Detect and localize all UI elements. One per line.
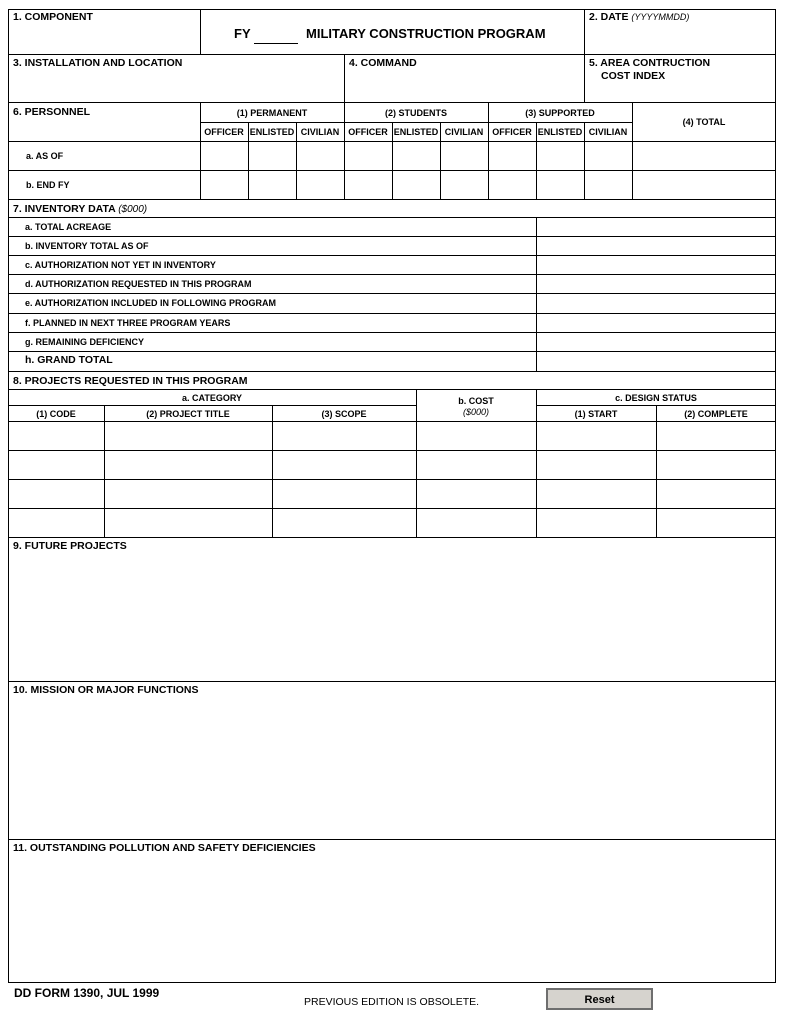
divider	[8, 839, 776, 840]
design-start-field[interactable]	[538, 451, 654, 478]
inventory-row-label: a. TOTAL ACREAGE	[25, 222, 112, 232]
design-complete-field[interactable]	[658, 480, 774, 507]
divider	[8, 371, 776, 372]
category-header: a. CATEGORY	[181, 393, 242, 403]
project-code-field[interactable]	[10, 509, 102, 536]
supported-header: (3) SUPPORTED	[525, 108, 595, 118]
reset-button[interactable]: Reset	[546, 988, 653, 1010]
area-cost-field[interactable]	[680, 70, 774, 100]
total-header: (4) TOTAL	[682, 117, 726, 127]
personnel-count-field[interactable]	[298, 142, 342, 170]
scope-header: (3) SCOPE	[321, 409, 367, 419]
divider	[200, 122, 632, 123]
personnel-count-field[interactable]	[538, 142, 582, 170]
project-code-field[interactable]	[10, 422, 102, 449]
inventory-value-field[interactable]	[538, 256, 774, 273]
area-cost-label-line2: COST INDEX	[601, 70, 666, 82]
personnel-count-field[interactable]	[346, 142, 390, 170]
inventory-value-field[interactable]	[538, 333, 774, 350]
component-field[interactable]	[10, 24, 198, 52]
project-scope-field[interactable]	[274, 451, 414, 478]
col-civilian: CIVILIAN	[588, 127, 628, 137]
personnel-count-field[interactable]	[394, 142, 438, 170]
fy-field[interactable]	[254, 26, 298, 42]
personnel-count-field[interactable]	[442, 142, 486, 170]
fy-underline	[254, 43, 298, 44]
start-header: (1) START	[574, 409, 618, 419]
project-cost-field[interactable]	[418, 480, 534, 507]
inventory-row-label: b. INVENTORY TOTAL AS OF	[25, 241, 149, 251]
date-label: 2. DATE (YYYYMMDD)	[589, 11, 690, 23]
inventory-row-label: c. AUTHORIZATION NOT YET IN INVENTORY	[25, 260, 216, 270]
personnel-total-field[interactable]	[634, 171, 774, 199]
inventory-row-label: h. GRAND TOTAL	[25, 354, 113, 366]
personnel-count-field[interactable]	[442, 171, 486, 199]
future-projects-field[interactable]	[10, 554, 774, 679]
divider	[8, 389, 776, 390]
obsolete-note: PREVIOUS EDITION IS OBSOLETE.	[304, 996, 480, 1008]
inventory-row-label: e. AUTHORIZATION INCLUDED IN FOLLOWING PROGRAM	[25, 298, 276, 308]
col-civilian: CIVILIAN	[300, 127, 340, 137]
project-cost-field[interactable]	[418, 422, 534, 449]
divider	[8, 54, 776, 55]
inventory-label: 7. INVENTORY DATA ($000)	[13, 203, 148, 215]
divider	[8, 199, 776, 200]
complete-header: (2) COMPLETE	[684, 409, 748, 419]
divider	[8, 405, 416, 406]
inventory-value-field[interactable]	[538, 275, 774, 292]
col-officer: OFFICER	[348, 127, 388, 137]
divider	[8, 537, 776, 538]
project-code-field[interactable]	[10, 480, 102, 507]
inventory-value-field[interactable]	[538, 294, 774, 312]
divider	[536, 217, 537, 371]
design-complete-field[interactable]	[658, 451, 774, 478]
pollution-field[interactable]	[10, 856, 774, 980]
program-title: MILITARY CONSTRUCTION PROGRAM	[306, 26, 546, 41]
mission-label: 10. MISSION OR MAJOR FUNCTIONS	[13, 684, 199, 696]
row-as-of-label: a. AS OF	[26, 151, 64, 161]
col-officer: OFFICER	[492, 127, 532, 137]
divider	[8, 681, 776, 682]
mission-field[interactable]	[10, 698, 774, 836]
project-cost-field[interactable]	[418, 509, 534, 536]
personnel-total-field[interactable]	[634, 142, 774, 170]
inventory-row-label: f. PLANNED IN NEXT THREE PROGRAM YEARS	[25, 318, 231, 328]
personnel-count-field[interactable]	[202, 142, 246, 170]
project-title-field[interactable]	[106, 422, 270, 449]
project-title-header: (2) PROJECT TITLE	[146, 409, 230, 419]
form-id: DD FORM 1390, JUL 1999	[14, 986, 160, 1000]
command-label: 4. COMMAND	[349, 57, 417, 69]
divider	[584, 54, 585, 103]
project-title-field[interactable]	[106, 480, 270, 507]
personnel-count-field[interactable]	[298, 171, 342, 199]
divider	[104, 405, 105, 537]
design-complete-field[interactable]	[658, 422, 774, 449]
divider	[584, 9, 585, 55]
code-header: (1) CODE	[36, 409, 76, 419]
divider	[8, 102, 776, 103]
personnel-count-field[interactable]	[586, 171, 630, 199]
design-start-field[interactable]	[538, 480, 654, 507]
fy-label: FY	[234, 26, 251, 41]
date-field[interactable]	[586, 24, 774, 52]
projects-label: 8. PROJECTS REQUESTED IN THIS PROGRAM	[13, 375, 248, 387]
project-title-field[interactable]	[106, 509, 270, 536]
col-civilian: CIVILIAN	[444, 127, 484, 137]
project-code-field[interactable]	[10, 451, 102, 478]
divider	[200, 9, 201, 55]
col-officer: OFFICER	[204, 127, 244, 137]
personnel-count-field[interactable]	[202, 171, 246, 199]
inventory-value-field[interactable]	[538, 352, 774, 370]
students-header: (2) STUDENTS	[384, 108, 447, 118]
permanent-header: (1) PERMANENT	[236, 108, 308, 118]
personnel-count-field[interactable]	[250, 171, 294, 199]
inventory-value-field[interactable]	[538, 237, 774, 254]
divider	[272, 405, 273, 537]
personnel-label: 6. PERSONNEL	[13, 106, 91, 118]
installation-label: 3. INSTALLATION AND LOCATION	[13, 57, 183, 69]
personnel-count-field[interactable]	[490, 142, 534, 170]
project-cost-field[interactable]	[418, 451, 534, 478]
inventory-row-label: d. AUTHORIZATION REQUESTED IN THIS PROGRAM	[25, 279, 252, 289]
design-status-header: c. DESIGN STATUS	[615, 393, 697, 403]
personnel-count-field[interactable]	[538, 171, 582, 199]
divider	[656, 405, 657, 537]
inventory-value-field[interactable]	[538, 314, 774, 331]
project-scope-field[interactable]	[274, 422, 414, 449]
design-start-field[interactable]	[538, 509, 654, 536]
pollution-label: 11. OUTSTANDING POLLUTION AND SAFETY DEFICIENCIES	[13, 842, 316, 854]
project-scope-field[interactable]	[274, 509, 414, 536]
project-title-field[interactable]	[106, 451, 270, 478]
installation-field[interactable]	[10, 70, 342, 100]
divider	[344, 54, 345, 103]
component-label: 1. COMPONENT	[13, 11, 93, 23]
inventory-row-label: g. REMAINING DEFICIENCY	[25, 337, 145, 347]
row-end-fy-label: b. END FY	[26, 180, 70, 190]
personnel-count-field[interactable]	[346, 171, 390, 199]
project-scope-field[interactable]	[274, 480, 414, 507]
personnel-count-field[interactable]	[490, 171, 534, 199]
col-enlisted: ENLISTED	[537, 127, 583, 137]
future-projects-label: 9. FUTURE PROJECTS	[13, 540, 127, 552]
personnel-count-field[interactable]	[394, 171, 438, 199]
command-field[interactable]	[346, 70, 582, 100]
personnel-count-field[interactable]	[250, 142, 294, 170]
col-enlisted: ENLISTED	[249, 127, 295, 137]
inventory-value-field[interactable]	[538, 218, 774, 235]
design-complete-field[interactable]	[658, 509, 774, 536]
area-cost-label: 5. AREA CONTRUCTION	[589, 57, 711, 69]
personnel-count-field[interactable]	[586, 142, 630, 170]
col-enlisted: ENLISTED	[393, 127, 439, 137]
cost-unit: ($000)	[462, 407, 489, 417]
cost-header: b. COST	[458, 396, 494, 406]
design-start-field[interactable]	[538, 422, 654, 449]
